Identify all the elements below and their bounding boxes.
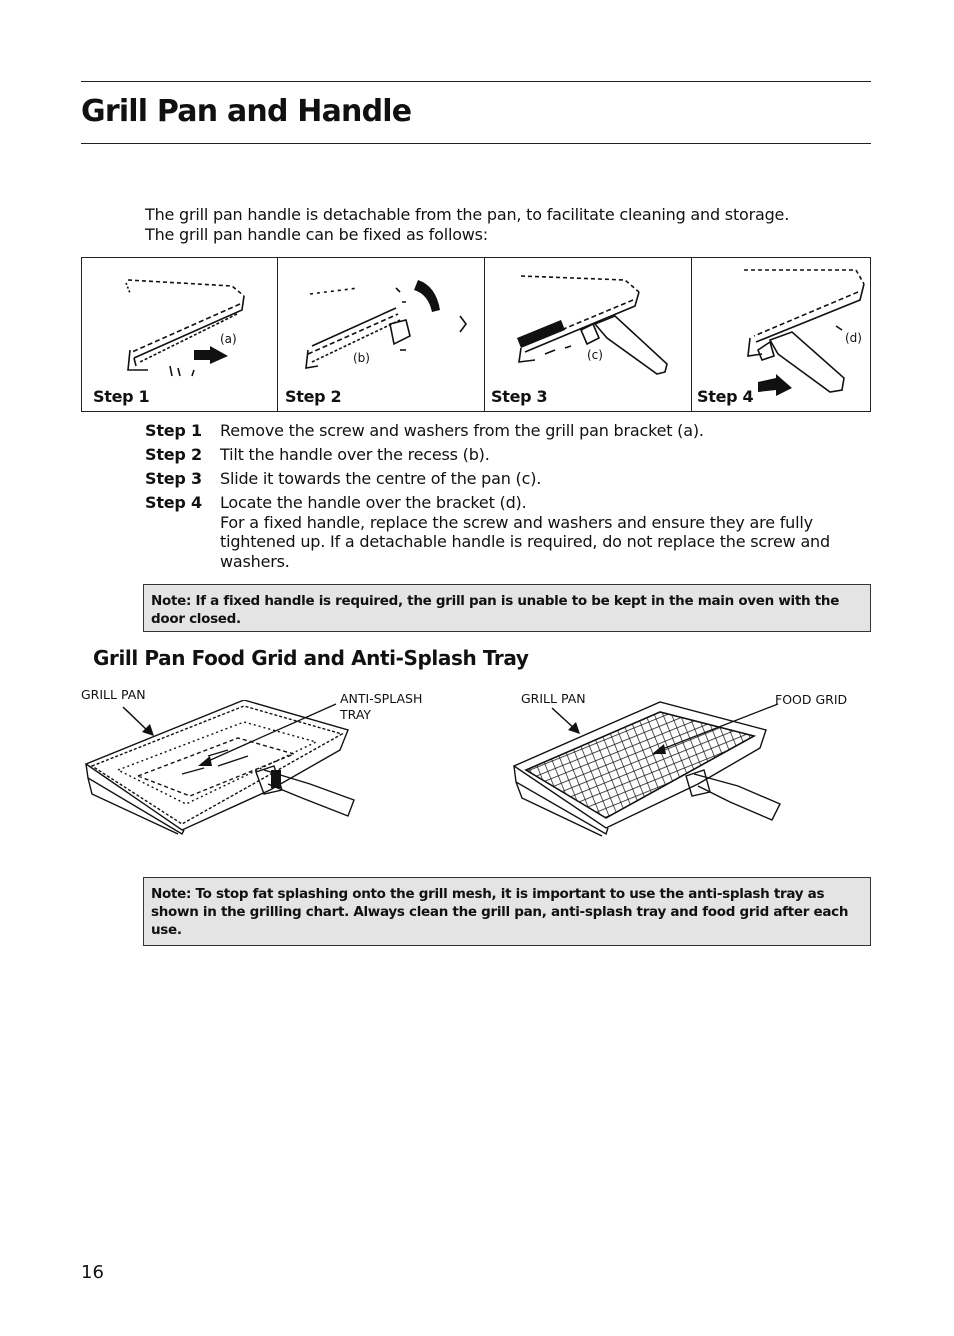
step-instructions — [145, 421, 865, 575]
step-3-label: Step 3 — [491, 387, 548, 406]
step-2-panel — [278, 258, 485, 411]
callout-a: (a) — [220, 332, 237, 346]
step-4-label: Step 4 — [697, 387, 754, 406]
step-text: Remove the screw and washers from the grill pan bracket (a). — [220, 421, 704, 440]
grill-pan-with-food-grid-drawing — [510, 700, 790, 840]
step-1-label: Step 1 — [93, 387, 150, 406]
step-row — [145, 493, 865, 571]
intro-line-2: The grill pan handle can be fixed as follows: — [145, 225, 489, 244]
note-anti-splash: Note: To stop fat splashing onto the grill mesh, it is important to use the anti-splash tray as shown in the grilling chart. Always clean the grill pan, anti-splash tray and food grid after each use. — [143, 877, 871, 946]
section-subtitle: Grill Pan Food Grid and Anti-Splash Tray — [93, 646, 529, 670]
step-text-extra: For a fixed handle, replace the screw and washers and ensure they are fully tightened up. If a detachable handle is required, do not replace the screw and washers. — [220, 512, 830, 571]
step-key: Step 4 — [145, 493, 202, 512]
page-number: 16 — [81, 1262, 104, 1283]
steps-illustration — [81, 257, 871, 412]
step-text: Tilt the handle over the recess (b). — [220, 445, 490, 464]
step-row — [145, 421, 865, 441]
step-text — [220, 493, 865, 571]
page-title: Grill Pan and Handle — [81, 94, 412, 129]
step-2-label: Step 2 — [285, 387, 342, 406]
step-key: Step 2 — [145, 445, 202, 464]
label-anti-splash-line-1: ANTI-SPLASH — [340, 691, 423, 706]
top-rule — [81, 81, 871, 82]
label-anti-splash-line-2: TRAY — [340, 707, 372, 722]
step-key: Step 3 — [145, 469, 202, 488]
note-fixed-handle: Note: If a fixed handle is required, the grill pan is unable to be kept in the main oven with the door closed. — [143, 584, 871, 632]
callout-c: (c) — [587, 348, 603, 362]
grill-pan-with-tray-drawing — [78, 700, 368, 840]
step-row — [145, 445, 865, 465]
step-3-panel — [485, 258, 692, 411]
label-grill-pan-left: GRILL PAN — [81, 687, 146, 702]
intro-text — [145, 205, 789, 245]
step-4-panel — [692, 258, 870, 411]
callout-d: (d) — [845, 331, 862, 345]
title-rule — [81, 143, 871, 144]
step-row — [145, 469, 865, 489]
step-key: Step 1 — [145, 421, 202, 440]
label-food-grid: FOOD GRID — [775, 692, 848, 707]
step-text-line: Locate the handle over the bracket (d). — [220, 493, 527, 512]
label-grill-pan-right: GRILL PAN — [521, 691, 586, 706]
callout-b: (b) — [353, 351, 370, 365]
step-text: Slide it towards the centre of the pan (c). — [220, 469, 542, 488]
step-1-panel — [82, 258, 278, 411]
intro-line-1: The grill pan handle is detachable from the pan, to facilitate cleaning and storage. — [145, 205, 790, 224]
